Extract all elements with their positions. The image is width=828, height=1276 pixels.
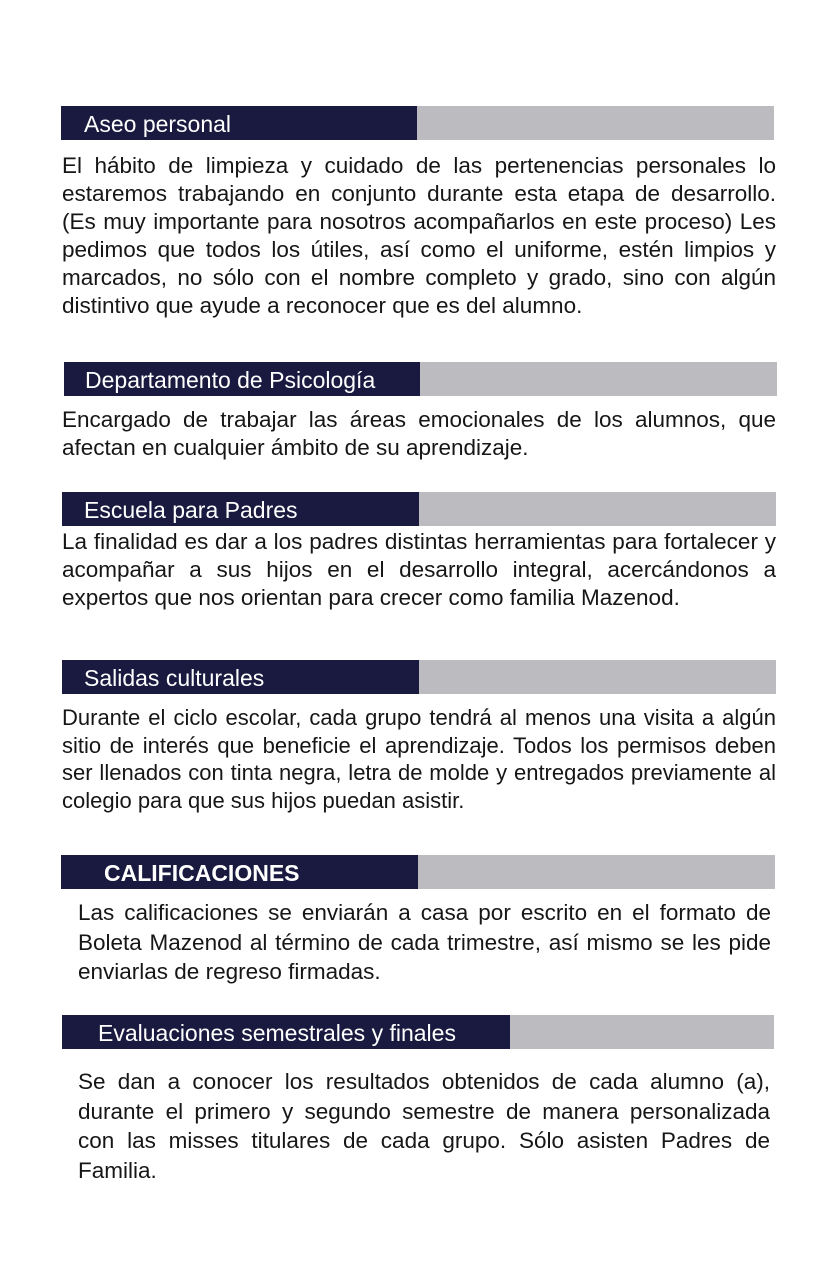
- section-text: Las calificaciones se enviarán a casa por escrito en el formato de Boleta Mazenod al término de cada trimestre, así mismo se les pide enviarlas de regreso firmadas.: [78, 900, 771, 984]
- section-text: Se dan a conocer los resultados obtenidos de cada alumno (a), durante el primero y segundo semestre de manera personalizada con las misses titulares de cada grupo. Sólo asisten Padres de Familia.: [78, 1069, 770, 1183]
- section-bar-psicologia: [64, 362, 777, 396]
- section-heading: Escuela para Padres: [62, 492, 419, 526]
- section-bar-escuela-padres: [62, 492, 776, 526]
- section-heading: Evaluaciones semestrales y finales: [62, 1015, 510, 1049]
- section-bar-evaluaciones: [62, 1015, 774, 1049]
- section-text: Durante el ciclo escolar, cada grupo tendrá al menos una visita a algún sitio de interés que beneficie el aprendizaje. Todos los permisos deben ser llenados con tinta negra, letra de molde y entregados previamente al colegio para que sus hijos puedan asistir.: [62, 705, 776, 813]
- section-heading: Salidas culturales: [62, 660, 419, 694]
- section-bar-calificaciones: [61, 855, 775, 889]
- section-text: El hábito de limpieza y cuidado de las pertenencias personales lo estaremos trabajando en conjunto durante esta etapa de desarrollo. (Es muy importante para nosotros acompañarlos en este proceso) Les pedimos que todos los útiles, así como el uniforme, estén limpios y marcados, no sólo con el nombre completo y grado, sino con algún distintivo que ayude a reconocer que es del alumno.: [62, 153, 776, 318]
- section-heading: Aseo personal: [61, 106, 417, 140]
- section-bar-aseo-personal: [61, 106, 774, 140]
- section-heading: Departamento de Psicología: [64, 362, 420, 396]
- section-bar-salidas-culturales: [62, 660, 776, 694]
- section-text: Encargado de trabajar las áreas emocionales de los alumnos, que afectan en cualquier ámbito de su aprendizaje.: [62, 407, 776, 460]
- section-text: La finalidad es dar a los padres distintas herramientas para fortalecer y acompañar a sus hijos en el desarrollo integral, acercándonos a expertos que nos orientan para crecer como familia Mazenod.: [62, 529, 776, 610]
- section-heading: CALIFICACIONES: [61, 855, 418, 889]
